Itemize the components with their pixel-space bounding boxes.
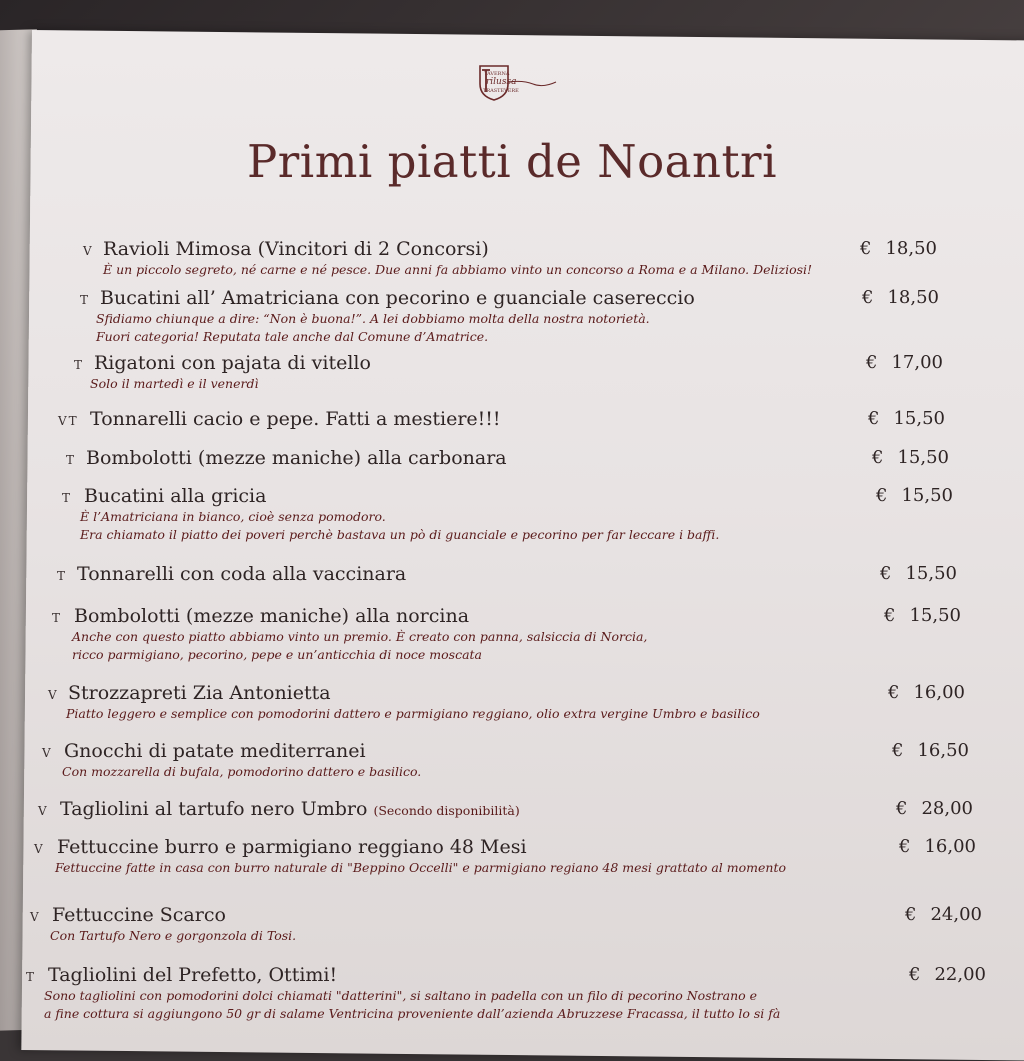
currency-symbol: € bbox=[862, 287, 874, 308]
price-value: 16,00 bbox=[913, 682, 965, 703]
dish-name-text: Fettuccine Scarco bbox=[52, 904, 226, 926]
dish-price bbox=[899, 836, 976, 857]
description-line: Sfidiamo chiunque a dire: “Non è buona!”. A lei dobbiamo molta della nostra notorietà. bbox=[96, 311, 650, 326]
dish-description bbox=[44, 987, 780, 1023]
dish-price bbox=[888, 682, 965, 703]
dish-note: (Secondo disponibilità) bbox=[373, 803, 520, 818]
dish-description bbox=[62, 763, 421, 781]
price-value: 24,00 bbox=[930, 904, 982, 925]
dish-name bbox=[86, 447, 507, 469]
description-line: Sono tagliolini con pomodorini dolci chiamati "datterini", si saltano in padella con un filo di pecorino Nostrano e bbox=[44, 988, 758, 1003]
price-value: 15,50 bbox=[905, 563, 957, 584]
dish-name-text: Ravioli Mimosa (Vincitori di 2 Concorsi) bbox=[103, 238, 489, 260]
dish-name bbox=[100, 287, 695, 309]
dietary-tag: T bbox=[74, 358, 85, 372]
restaurant-logo bbox=[478, 62, 558, 102]
dish-price bbox=[884, 605, 961, 626]
description-line: Anche con questo piatto abbiamo vinto un premio. È creato con panna, salsiccia di Norcia, bbox=[72, 629, 648, 644]
svg-text:TAVERNA: TAVERNA bbox=[484, 71, 510, 77]
dietary-tag: V bbox=[34, 842, 45, 856]
description-line: Fuori categoria! Reputata tale anche dal Comune d’Amatrice. bbox=[96, 329, 489, 344]
description-line: Con mozzarella di bufala, pomodorino dattero e basilico. bbox=[62, 764, 422, 779]
dish-name-text: Tagliolini al tartufo nero Umbro bbox=[60, 798, 368, 820]
dietary-tag: T bbox=[26, 970, 37, 984]
description-line: Con Tartufo Nero e gorgonzola di Tosi. bbox=[50, 928, 297, 943]
dish-name-text: Bombolotti (mezze maniche) alla carbonara bbox=[86, 447, 507, 469]
description-line: Fettuccine fatte in casa con burro naturale di "Beppino Occelli" e parmigiano regiano 48 mesi grattato al momento bbox=[55, 860, 787, 875]
dish-price bbox=[862, 287, 939, 308]
dish-price bbox=[909, 964, 986, 985]
description-line: ricco parmigiano, pecorino, pepe e un’anticchia di noce moscata bbox=[72, 647, 483, 662]
currency-symbol: € bbox=[896, 798, 908, 819]
dish-price bbox=[880, 563, 957, 584]
price-value: 18,50 bbox=[885, 238, 937, 259]
dish-name-text: Bucatini all’ Amatriciana con pecorino e guanciale casereccio bbox=[100, 287, 695, 309]
dish-description bbox=[66, 705, 760, 723]
currency-symbol: € bbox=[872, 447, 884, 468]
dish-name bbox=[68, 682, 331, 704]
dish-price bbox=[896, 798, 973, 819]
currency-symbol: € bbox=[876, 485, 888, 506]
dish-name-text: Rigatoni con pajata di vitello bbox=[94, 352, 371, 374]
currency-symbol: € bbox=[909, 964, 921, 985]
dish-price bbox=[876, 485, 953, 506]
dietary-tag: V bbox=[48, 688, 59, 702]
currency-symbol: € bbox=[888, 682, 900, 703]
dish-name bbox=[84, 485, 266, 507]
dish-name bbox=[52, 904, 226, 926]
dietary-tag: T bbox=[62, 491, 73, 505]
price-value: 22,00 bbox=[934, 964, 986, 985]
dish-price bbox=[868, 408, 945, 429]
price-value: 17,00 bbox=[891, 352, 943, 373]
dish-name-text: Bombolotti (mezze maniche) alla norcina bbox=[74, 605, 470, 627]
description-line: È l’Amatriciana in bianco, cioè senza pomodoro. bbox=[80, 509, 386, 524]
dish-description bbox=[96, 310, 650, 346]
dish-description bbox=[50, 927, 296, 945]
dish-name bbox=[64, 740, 366, 762]
page-title: Primi piatti de Noantri bbox=[247, 135, 777, 188]
dish-price bbox=[866, 352, 943, 373]
dish-description bbox=[103, 261, 812, 279]
dish-name-text: Tonnarelli cacio e pepe. Fatti a mestiere!!! bbox=[90, 408, 501, 430]
dietary-tag: T bbox=[80, 293, 91, 307]
dish-price bbox=[872, 447, 949, 468]
dish-name bbox=[94, 352, 371, 374]
price-value: 15,50 bbox=[909, 605, 961, 626]
dish-description bbox=[90, 375, 258, 393]
dish-name-text: Bucatini alla gricia bbox=[84, 485, 267, 507]
description-line: È un piccolo segreto, né carne e né pesce. Due anni fa abbiamo vinto un concorso a Roma e a Milano. Deliziosi! bbox=[103, 262, 813, 277]
currency-symbol: € bbox=[866, 352, 878, 373]
price-value: 18,50 bbox=[887, 287, 939, 308]
dish-name-text: Strozzapreti Zia Antonietta bbox=[68, 682, 331, 704]
dish-name-text: Fettuccine burro e parmigiano reggiano 48 Mesi bbox=[57, 836, 527, 858]
description-line: a fine cottura si aggiungono 50 gr di salame Ventricina proveniente dall’azienda Abruzzese Fracassa, il tutto lo si fà bbox=[44, 1006, 781, 1021]
dish-name bbox=[74, 605, 469, 627]
dish-price bbox=[892, 740, 969, 761]
dish-name bbox=[57, 836, 527, 858]
svg-text:TRASTEVERE: TRASTEVERE bbox=[483, 88, 519, 94]
dish-description bbox=[55, 859, 786, 877]
currency-symbol: € bbox=[860, 238, 872, 259]
currency-symbol: € bbox=[868, 408, 880, 429]
currency-symbol: € bbox=[905, 904, 917, 925]
dish-name-text: Tonnarelli con coda alla vaccinara bbox=[77, 563, 407, 585]
currency-symbol: € bbox=[899, 836, 911, 857]
price-value: 16,00 bbox=[924, 836, 976, 857]
dish-name bbox=[103, 238, 489, 260]
dietary-tag: T bbox=[66, 453, 77, 467]
dietary-tag: T bbox=[52, 611, 63, 625]
dietary-tag: V bbox=[42, 746, 53, 760]
dish-name bbox=[60, 798, 520, 820]
dish-price bbox=[905, 904, 982, 925]
dietary-tag: V bbox=[38, 804, 49, 818]
dietary-tag: V bbox=[30, 910, 41, 924]
svg-text:rilussa: rilussa bbox=[486, 77, 517, 87]
price-value: 15,50 bbox=[893, 408, 945, 429]
currency-symbol: € bbox=[892, 740, 904, 761]
dish-name-text: Gnocchi di patate mediterranei bbox=[64, 740, 366, 762]
currency-symbol: € bbox=[880, 563, 892, 584]
description-line: Piatto leggero e semplice con pomodorini dattero e parmigiano reggiano, olio extra vergine Umbro e basilico bbox=[66, 706, 760, 721]
description-line: Solo il martedì e il venerdì bbox=[90, 376, 259, 391]
dish-name bbox=[90, 408, 501, 430]
dietary-tag: VT bbox=[58, 414, 79, 428]
price-value: 15,50 bbox=[901, 485, 953, 506]
price-value: 28,00 bbox=[921, 798, 973, 819]
dish-price bbox=[860, 238, 937, 259]
dish-name-text: Tagliolini del Prefetto, Ottimi! bbox=[48, 964, 338, 986]
dish-name bbox=[77, 563, 406, 585]
dietary-tag: T bbox=[57, 569, 68, 583]
currency-symbol: € bbox=[884, 605, 896, 626]
description-line: Era chiamato il piatto dei poveri perchè bastava un pò di guanciale e pecorino per far leccare i baffi. bbox=[80, 527, 720, 542]
price-value: 16,50 bbox=[917, 740, 969, 761]
dietary-tag: V bbox=[83, 244, 94, 258]
dish-description bbox=[80, 508, 719, 544]
price-value: 15,50 bbox=[897, 447, 949, 468]
dish-description bbox=[72, 628, 647, 664]
dish-name bbox=[48, 964, 337, 986]
